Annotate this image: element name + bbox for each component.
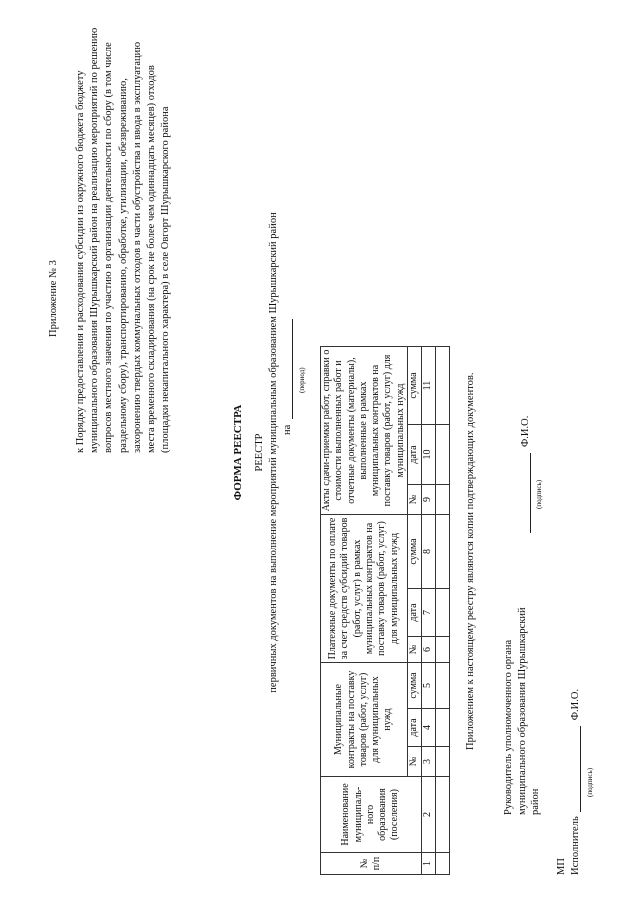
header-municipality: Наименование муниципаль-ного образования (поселения) — [321, 777, 422, 853]
column-number: 10 — [422, 425, 436, 485]
table-cell — [436, 425, 450, 485]
table-cell — [436, 777, 450, 853]
header-acts: Акты сдачи-приемки работ, справки о стоимости выполненных работ и отчетные документы (материалы), выполненные в рамках муниципальных контрактов на поставку товаров (работ, услуг) для муниципальных нужд — [321, 347, 408, 515]
column-number: 6 — [422, 637, 436, 663]
sub-no: № — [408, 485, 422, 515]
head-signature-blank — [520, 453, 531, 533]
column-number: 8 — [422, 515, 436, 589]
column-number: 1 — [422, 853, 436, 875]
executor-signature-blank — [570, 726, 581, 812]
table-cell — [436, 515, 450, 589]
head-signatory: Руководитель уполномоченного органа муниципального образования Шурышкарский район — [503, 607, 541, 815]
table-cell — [436, 853, 450, 875]
seal-place: МП — [556, 858, 567, 875]
appendix-number: Приложение № 3 — [48, 260, 59, 337]
head-fio: Ф.И.О. — [520, 415, 531, 447]
executor-label: Исполнитель — [570, 816, 581, 875]
period-line — [282, 319, 293, 435]
executor-signature-caption: (подпись) — [586, 767, 594, 797]
period-prefix: на — [282, 424, 293, 435]
column-number: 5 — [422, 663, 436, 709]
column-number: 3 — [422, 747, 436, 777]
table-cell — [436, 709, 450, 747]
sub-sum: сумма — [408, 347, 422, 425]
column-number: 7 — [422, 589, 436, 637]
sub-sum: сумма — [408, 515, 422, 589]
sub-date: дата — [408, 425, 422, 485]
column-number-row — [422, 347, 436, 875]
empty-table-row — [436, 347, 450, 875]
attachment-note: Приложением к настоящему реестру являются копии подтверждающих документов. — [465, 372, 476, 750]
registry-table — [320, 346, 450, 875]
column-number: 11 — [422, 347, 436, 425]
executor-fio: Ф.И.О. — [570, 688, 581, 721]
column-number: 9 — [422, 485, 436, 515]
registry-subtitle: первичных документов на выполнение мероприятий муниципальным образованием Шурышкарский район — [268, 212, 279, 693]
table-cell — [436, 747, 450, 777]
table-cell — [436, 663, 450, 709]
sub-date: дата — [408, 589, 422, 637]
period-caption: (период) — [298, 367, 306, 393]
sub-sum: сумма — [408, 663, 422, 709]
registry-title: РЕЕСТР — [254, 433, 265, 472]
table-cell — [436, 637, 450, 663]
sub-no: № — [408, 637, 422, 663]
column-number: 4 — [422, 709, 436, 747]
header-num: № п/п — [321, 853, 422, 875]
column-number: 2 — [422, 777, 436, 853]
table-cell — [436, 485, 450, 515]
table-cell — [436, 589, 450, 637]
table-cell — [436, 347, 450, 425]
head-signature-line — [520, 416, 531, 533]
period-blank — [282, 319, 293, 419]
executor-line — [570, 689, 581, 875]
header-contracts: Муниципальные контракты на поставку товаров (работ, услуг) для муниципальных нужд — [321, 663, 408, 777]
sub-no: № — [408, 747, 422, 777]
header-payments: Платежные документы по оплате за счет средств субсидий товаров (работ, услуг) в рамках муниципальных контрактов на поставку товаров (работ, услуг) для муниципальных нужд — [321, 515, 408, 663]
sub-date: дата — [408, 709, 422, 747]
form-title: ФОРМА РЕЕСТРА — [232, 404, 244, 501]
head-signature-caption: (подпись) — [535, 479, 543, 509]
appendix-basis-text: к Порядку предоставления и расходования субсидии из окружного бюджета бюджету муниципального образования Шурышкарский район на реализацию мероприятий по решению вопросов местного значения по участию в организации деятельности по сбору (в том числе раздельному сбору), транспортированию, обработке, утилизации, обезвреживанию, захоронению твердых коммунальных отходов в части обустройства и ввода в эксплуатацию места временного складирования (на срок не более чем одиннадцать месяцев) отходов (площадки некапитального характера) в селе Овгорт Шурышкарского района — [75, 27, 172, 453]
